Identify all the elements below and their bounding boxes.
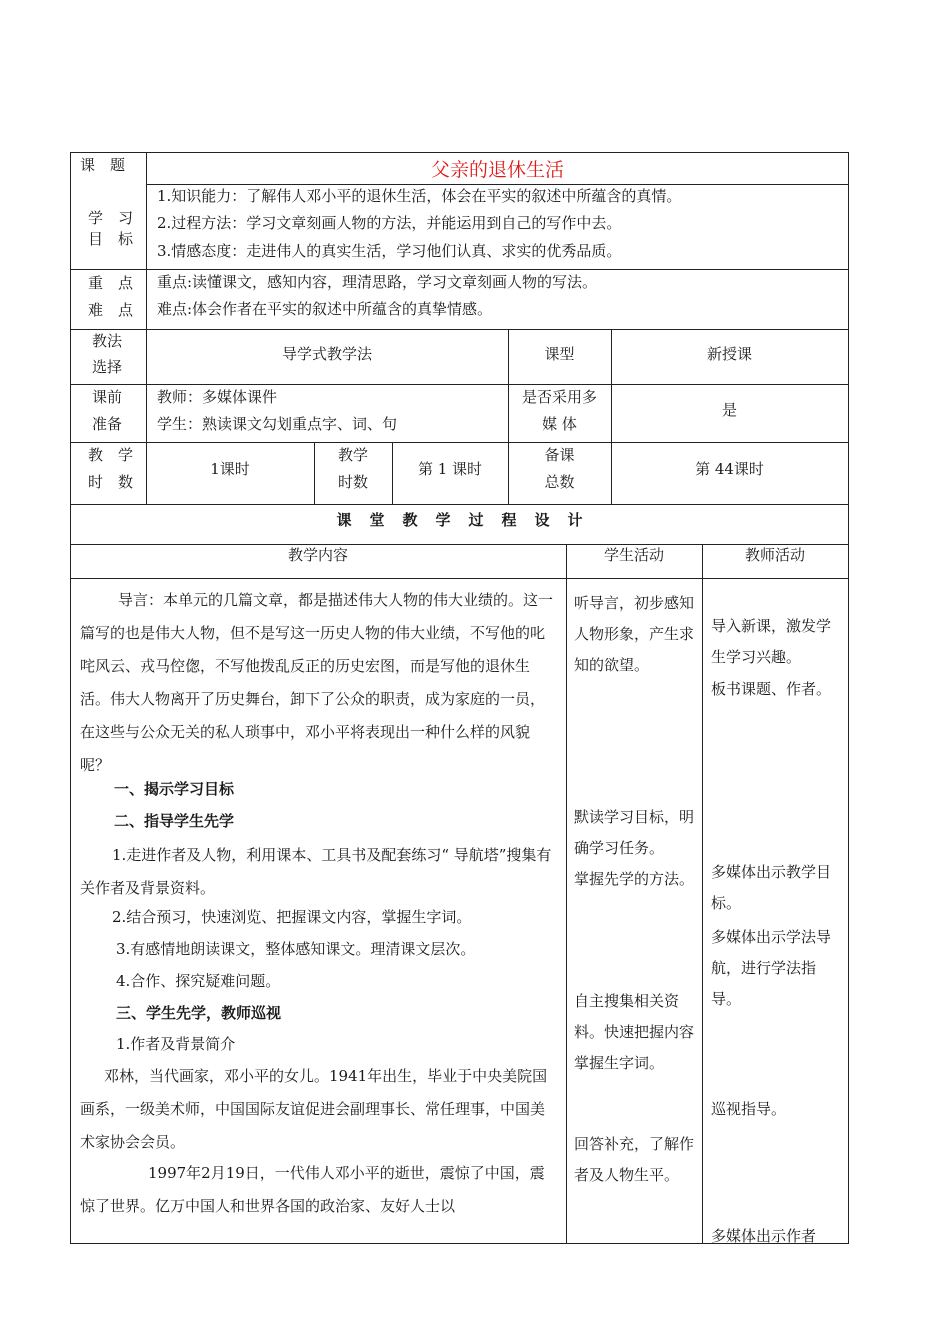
teacher-activity-3: 多媒体出示教学目标。 [711,863,832,912]
prep-teacher: 教师：多媒体课件 [157,388,278,406]
key-point: 重点:读懂课文，感知内容，理清思路，学习文章刻画人物的写法。 [157,273,598,291]
total-label-1: 备课 [544,446,575,464]
teacher-activity-6: 多媒体出示作者 [711,1227,817,1245]
teacher-activity-5: 巡视指导。 [711,1100,787,1118]
col-header-student: 学生活动 [603,546,664,564]
student-activity-5: 回答补充，了解作者及人物生平。 [574,1135,695,1184]
time-label-2: 时 数 [88,473,134,491]
teacher-activity-1: 导入新课，激发学生学习兴趣。 [711,617,832,666]
heading-self-study: 三、学生先学，教师巡视 [116,1004,282,1022]
time2-label-1: 教学 [337,446,368,464]
method-label-1: 教法 [92,332,123,350]
student-activity-4: 自主搜集相关资料。快速把握内容掌握生字词。 [574,992,695,1072]
time2-label-2: 时数 [337,473,368,491]
step-1: 1.走进作者及人物，利用课本、工具书及配套练习“ 导航塔”搜集有关作者及背景资料。 [80,846,552,897]
time-value: 1课时 [210,460,250,478]
col-header-content: 教学内容 [287,546,348,564]
background-paragraph: 1997年2月19日，一代伟人邓小平的逝世，震惊了中国，震惊了世界。亿万中国人和世界各国的政治家、友好人士以 [80,1164,545,1215]
prep-label-2: 准备 [92,415,123,433]
total-label-2: 总数 [544,473,575,491]
step-2: 2.结合预习，快速浏览、把握课文内容，掌握生字词。 [112,908,472,926]
student-activity-2: 默读学习目标，明确学习任务。 [574,808,695,857]
heading-guide: 二、指导学生先学 [114,812,235,830]
media-label-1: 是否采用多 [521,388,597,406]
media-value: 是 [721,401,737,419]
teacher-activity-2: 板书课题、作者。 [711,680,832,698]
student-activity-1: 听导言，初步感知人物形象，产生求知的欲望。 [574,594,695,674]
goals-label-1: 学 习 [88,209,134,227]
goal-method: 2.过程方法：学习文章刻画人物的方法，并能运用到自己的写作中去。 [157,214,622,232]
time-label-1: 教 学 [88,446,134,464]
col-header-teacher: 教师活动 [744,546,805,564]
goal-knowledge: 1.知识能力：了解伟人邓小平的退休生活，体会在平实的叙述中所蕴含的真情。 [157,187,682,205]
method-label-2: 选择 [92,358,123,376]
step-4: 4.合作、探究疑难问题。 [116,972,281,990]
teacher-activity-4: 多媒体出示学法导航，进行学法指导。 [711,928,832,1008]
key-label-2: 难 点 [88,301,134,319]
process-section-title: 课堂教学过程设计 [336,511,601,529]
lesson-label: 课 题 [80,156,126,174]
total-value: 第 44课时 [695,460,764,478]
prep-label-1: 课前 [92,388,123,406]
method-value: 导学式教学法 [281,345,372,363]
step-author-intro: 1.作者及背景简介 [116,1035,236,1053]
lesson-title: 父亲的退休生活 [430,159,564,181]
student-activity-3: 掌握先学的方法。 [574,870,695,888]
intro-paragraph: 导言：本单元的几篇文章，都是描述伟大人物的伟大业绩的。这一篇写的也是伟大人物，但不是写这一历史人物的伟大业绩，不写他的叱咤风云、戎马倥偬，不写他拨乱反正的历史宏图，而是写他的退休生活。伟大人物离开了历史舞台，卸下了公众的职责，成为家庭的一员，在这些与公众无关的私人琐事中，邓小平将表现出一种什么样的风貌呢？ [80,591,554,774]
author-paragraph: 邓林，当代画家，邓小平的女儿。1941年出生，毕业于中央美院国画系，一级美术师，中国国际友谊促进会副理事长、常任理事，中国美术家协会会员。 [80,1067,548,1151]
goal-emotion: 3.情感态度：走进伟人的真实生活，学习他们认真、求实的优秀品质。 [157,242,622,260]
difficult-point: 难点:体会作者在平实的叙述中所蕴含的真挚情感。 [157,300,493,318]
type-value: 新授课 [706,345,752,363]
key-label-1: 重 点 [88,274,134,292]
step-3: 3.有感情地朗读课文，整体感知课文。理清课文层次。 [116,940,476,958]
prep-student: 学生：熟读课文勾划重点字、词、句 [157,415,398,433]
heading-goals: 一、揭示学习目标 [114,780,235,798]
time2-value: 第 1 课时 [417,460,483,478]
goals-label-2: 目 标 [88,230,134,248]
type-label: 课型 [544,345,575,363]
media-label-2: 媒 体 [542,415,577,433]
